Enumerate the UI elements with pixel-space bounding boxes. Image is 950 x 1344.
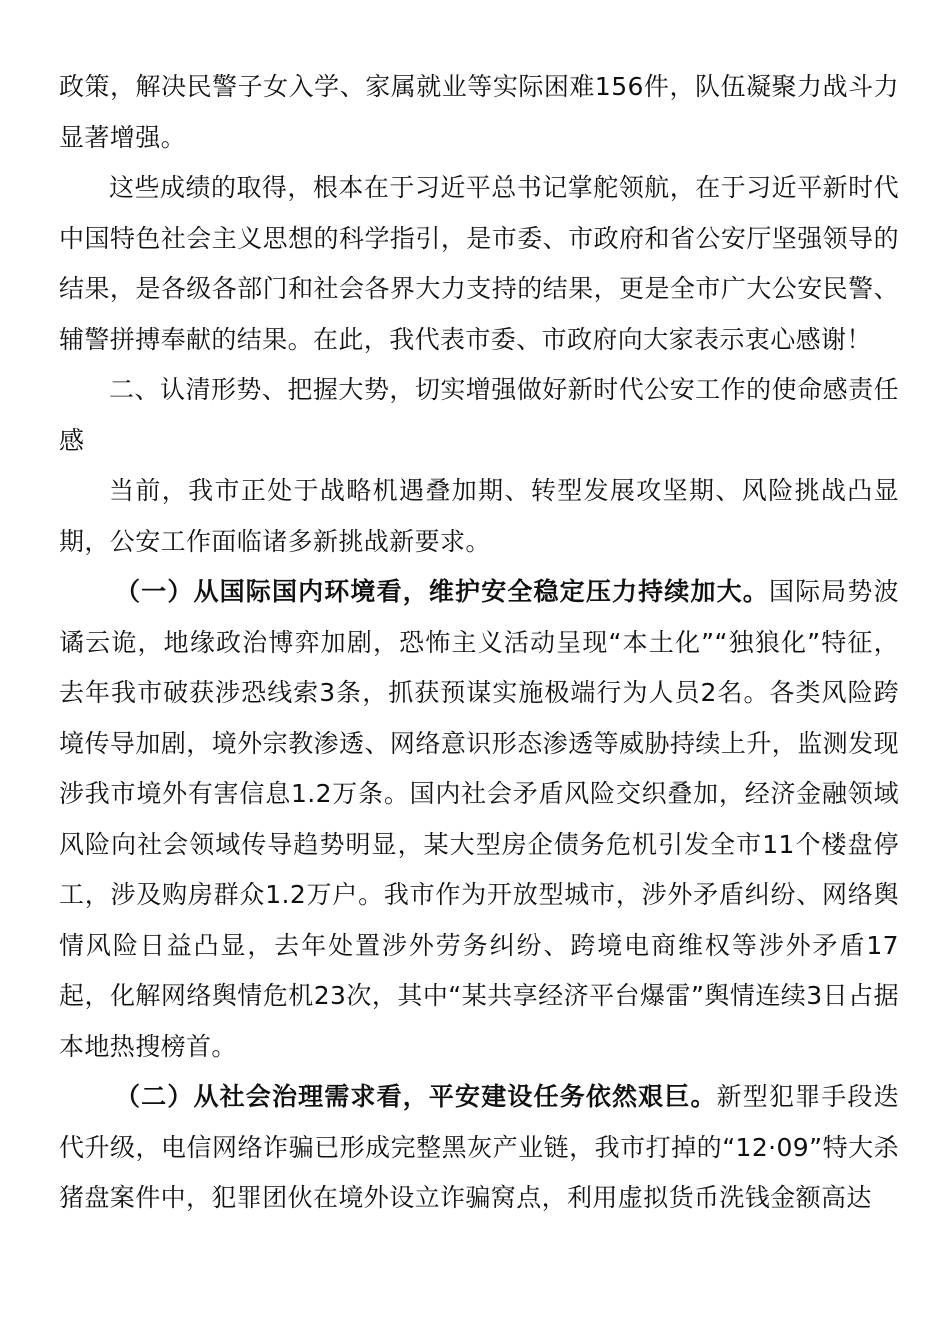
paragraph-current-situation bbox=[59, 466, 899, 567]
paragraph-text: 国际局势波谲云诡，地缘政治博弈加剧，恐怖主义活动呈现“本土化”“独狼化”特征，去年我市破获涉恐线索3条，抓获预谋实施极端行为人员2名。各类风险跨境传导加剧，境外宗教渗透、网络意识形态渗透等威胁持续上升，监测发现涉我市境外有害信息1.2万条。国内社会矛盾风险交织叠加，经济金融领域风险向社会领域传导趋势明显，某大型房企债务危机引发全市11个楼盘停工，涉及购房群众1.2万户。我市作为开放型城市，涉外矛盾纠纷、网络舆情风险日益凸显，去年处置涉外劳务纠纷、跨境电商维权等涉外矛盾17起，化解网络舆情危机23次，其中“某共享经济平台爆雷”舆情连续3日占据本地热搜榜首。 bbox=[59, 577, 899, 1061]
paragraph-achievements-thanks bbox=[59, 163, 899, 365]
paragraph-text: 政策，解决民警子女入学、家属就业等实际困难156件，队伍凝聚力战斗力显著增强。 bbox=[59, 72, 899, 152]
paragraph-international-environment bbox=[59, 567, 899, 1072]
subheading-social-governance: （二）从社会治理需求看，平安建设任务依然艰巨。 bbox=[115, 1082, 717, 1111]
document-body bbox=[59, 62, 899, 1224]
paragraph-social-governance bbox=[59, 1072, 899, 1224]
paragraph-text: 当前，我市正处于战略机遇叠加期、转型发展攻坚期、风险挑战凸显期，公安工作面临诸多新挑战新要求。 bbox=[59, 476, 899, 556]
paragraph-text: 新型犯罪手段迭代升级，电信网络诈骗已形成完整黑灰产业链，我市打掉的“12·09”特大杀猪盘案件中，犯罪团伙在境外设立诈骗窝点，利用虚拟货币洗钱金额高达 bbox=[59, 1082, 899, 1212]
heading-text: 二、认清形势、把握大势，切实增强做好新时代公安工作的使命感责任感 bbox=[59, 375, 899, 455]
paragraph-text: 这些成绩的取得，根本在于习近平总书记掌舵领航，在于习近平新时代中国特色社会主义思想的科学指引，是市委、市政府和省公安厅坚强领导的结果，是各级各部门和社会各界大力支持的结果，更是全市广大公安民警、辅警拼搏奉献的结果。在此，我代表市委、市政府向大家表示衷心感谢！ bbox=[59, 173, 899, 354]
paragraph-policy-summary bbox=[59, 62, 899, 163]
subheading-international-environment: （一）从国际国内环境看，维护安全稳定压力持续加大。 bbox=[115, 577, 769, 606]
section-heading-situation bbox=[59, 365, 899, 466]
